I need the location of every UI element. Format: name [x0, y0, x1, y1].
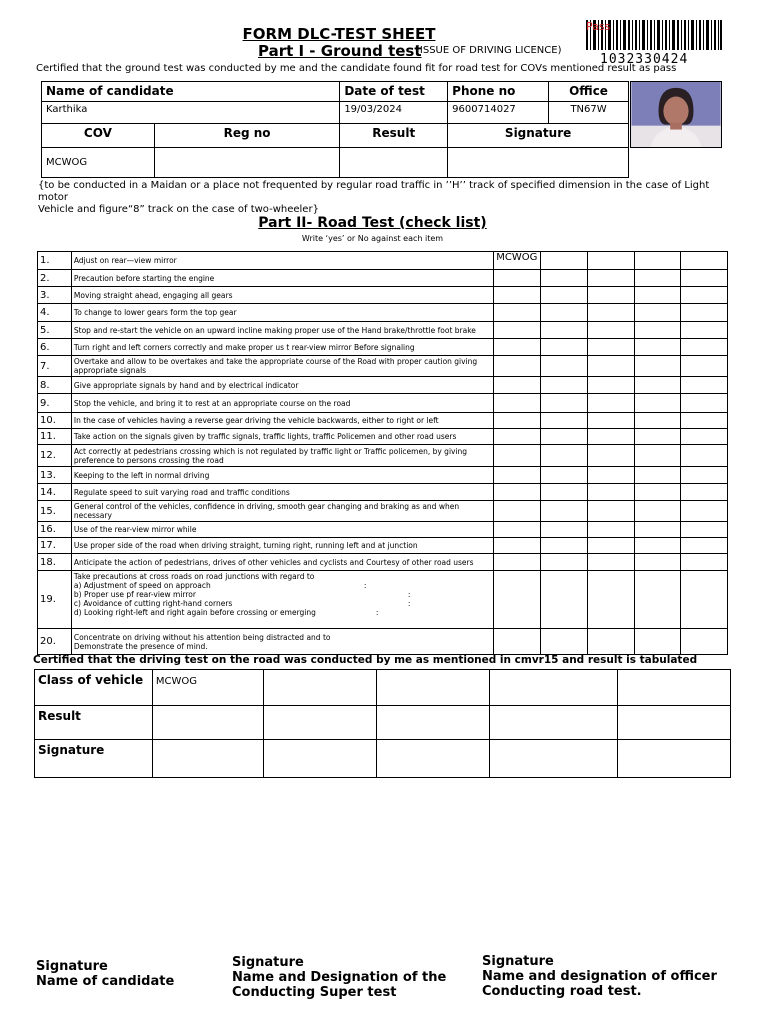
checklist-answer-cell — [681, 629, 728, 655]
checklist-answer-cell — [634, 356, 681, 377]
checklist-answer-cell — [681, 467, 728, 484]
form-title: FORM DLC-TEST SHEET — [242, 25, 436, 43]
checklist-row — [38, 445, 728, 467]
checklist-answer-cell — [494, 501, 541, 522]
office-header: Office — [549, 82, 629, 102]
checklist-answer-cell — [494, 554, 541, 571]
checklist-number: 16. — [38, 522, 72, 538]
checklist-item-main: Keeping to the left in normal driving — [73, 470, 210, 480]
checklist-item-main: Overtake and allow to be overtakes and take the appropriate course of the Road with proper caution giving appropriate signals — [73, 357, 478, 375]
checklist-answer-cell — [494, 339, 541, 356]
result-cell — [376, 706, 490, 740]
checklist-number: 12. — [38, 445, 72, 467]
officer-road-test-label: Conducting road test. — [482, 984, 642, 999]
checklist-answer-cell — [541, 270, 588, 287]
checklist-item-text — [71, 356, 493, 377]
result-cell — [263, 740, 376, 778]
checklist-answer-cell — [634, 270, 681, 287]
checklist-number: 6. — [38, 339, 72, 356]
checklist-answer-cell — [494, 522, 541, 538]
checklist-number: 3. — [38, 287, 72, 304]
checklist-item-text — [71, 467, 493, 484]
checklist-answer-cell — [681, 287, 728, 304]
checklist-answer-cell — [587, 484, 634, 501]
candidate-signature-label: Signature — [36, 959, 108, 974]
checklist-answer-cell — [634, 304, 681, 322]
checklist-item-text — [71, 484, 493, 501]
cov-value: MCWOG — [42, 148, 155, 178]
checklist-answer-cell — [634, 522, 681, 538]
checklist-answer-cell — [634, 322, 681, 339]
result-cell — [152, 706, 263, 740]
result-header: Result — [340, 124, 448, 148]
checklist-item-text — [71, 413, 493, 429]
checklist-answer-cell — [634, 377, 681, 394]
signature-value — [448, 148, 629, 178]
checklist-answer-cell — [541, 629, 588, 655]
checklist-answer-cell — [587, 394, 634, 413]
checklist-answer-cell — [681, 445, 728, 467]
checklist-answer-cell — [494, 629, 541, 655]
checklist-answer-cell — [634, 538, 681, 554]
checklist-number: 11. — [38, 429, 72, 445]
checklist-item-text — [71, 538, 493, 554]
checklist-row — [38, 429, 728, 445]
checklist-answer-cell — [587, 356, 634, 377]
class-value: MCWOG — [152, 670, 263, 706]
checklist-item-text — [71, 629, 493, 655]
checklist-item-main: Concentrate on driving without his attention being distracted and to — [73, 632, 331, 642]
issue-note: (ISSUE OF DRIVING LICENCE) — [416, 45, 562, 56]
class-label: Class of vehicle — [35, 670, 153, 706]
checklist-item-main: Use proper side of the road when driving straight, turning right, running left and at junction — [73, 541, 418, 550]
road-test-result-table — [34, 669, 731, 778]
checklist-answer-cell — [541, 467, 588, 484]
checklist-number: 4. — [38, 304, 72, 322]
checklist-answer-cell — [541, 484, 588, 501]
officer-signature-block — [482, 954, 717, 999]
checklist-answer-cell — [541, 356, 588, 377]
checklist-item-text — [71, 394, 493, 413]
checklist-answer-cell — [587, 429, 634, 445]
checklist-answer-cell — [541, 394, 588, 413]
checklist-subitem — [74, 581, 491, 590]
checklist-answer-cell — [541, 287, 588, 304]
result-cell — [618, 740, 731, 778]
candidate-signature-block — [36, 959, 174, 989]
checklist-row — [38, 322, 728, 339]
checklist-item-text — [71, 287, 493, 304]
checklist-item-main: Turn right and left corners correctly and make proper us t rear-view mirror Before signaling — [73, 342, 415, 352]
checklist-answer-cell — [634, 571, 681, 629]
result-label: Result — [35, 706, 153, 740]
checklist-answer-cell — [681, 270, 728, 287]
checklist-answer-cell — [541, 445, 588, 467]
result-cell — [618, 670, 731, 706]
checklist-answer-cell — [587, 501, 634, 522]
checklist-answer-cell — [494, 484, 541, 501]
result-cell — [618, 706, 731, 740]
super-test-signature-block — [232, 955, 446, 1000]
checklist-answer-cell — [494, 467, 541, 484]
checklist-answer-cell — [634, 429, 681, 445]
track-note — [38, 180, 728, 216]
checklist-answer-cell — [494, 394, 541, 413]
checklist-answer-cell — [634, 501, 681, 522]
checklist-answer-cell — [494, 356, 541, 377]
super-designation-label: Name and Designation of the — [232, 970, 447, 985]
part1-title: Part I - Ground test — [258, 42, 422, 60]
checklist-item-main: Give appropriate signals by hand and by electrical indicator — [73, 380, 299, 390]
checklist-subitem-colon: : — [407, 599, 411, 608]
checklist-item-main: Anticipate the action of pedestrians, drives of other vehicles and cyclists and Courtesy of other road users — [73, 557, 474, 567]
checklist-subitem-text: a) Adjustment of speed on approach — [73, 581, 211, 590]
checklist-item-main: Regulate speed to suit varying road and traffic conditions — [73, 487, 290, 497]
checklist-answer-cell — [587, 287, 634, 304]
checklist-row — [38, 339, 728, 356]
ground-test-table — [41, 81, 629, 178]
checklist-item-main: Stop and re-start the vehicle on an upward incline making proper use of the Hand brake/throttle foot brake — [73, 325, 476, 335]
officer-signature-label: Signature — [482, 954, 554, 969]
checklist-answer-cell — [494, 538, 541, 554]
pass-stamp: Pass — [586, 20, 611, 33]
checklist-number: 1. — [38, 252, 72, 270]
checklist-answer-cell — [634, 339, 681, 356]
checklist-answer-cell — [587, 377, 634, 394]
part2-title: Part II- Road Test (check list) — [258, 215, 487, 231]
checklist-answer-cell — [494, 571, 541, 629]
checklist-answer-cell — [494, 322, 541, 339]
checklist-item-text — [71, 377, 493, 394]
checklist-item-main: Take precautions at cross roads on road junctions with regard to — [73, 572, 315, 581]
checklist-answer-cell — [634, 554, 681, 571]
checklist-number: 7. — [38, 356, 72, 377]
checklist-answer-cell — [541, 252, 588, 270]
checklist-answer-cell — [494, 429, 541, 445]
checklist-row — [38, 629, 728, 655]
checklist-number: 15. — [38, 501, 72, 522]
checklist-row — [38, 522, 728, 538]
checklist-number: 17. — [38, 538, 72, 554]
date-header: Date of test — [340, 82, 448, 102]
checklist-subitem-text: Demonstrate the presence of mind. — [73, 641, 208, 651]
checklist-answer-cell: MCWOG — [494, 252, 541, 270]
barcode-number: 1032330424 — [600, 52, 689, 67]
checklist-row — [38, 356, 728, 377]
checklist-number: 10. — [38, 413, 72, 429]
checklist-answer-cell — [634, 629, 681, 655]
checklist-answer-cell — [681, 413, 728, 429]
checklist-number: 14. — [38, 484, 72, 501]
checklist-number: 20. — [38, 629, 72, 655]
checklist-item-text — [71, 252, 493, 270]
checklist-row — [38, 413, 728, 429]
checklist-answer-cell — [634, 413, 681, 429]
result-cell — [490, 706, 618, 740]
checklist-item-main: Use of the rear-view mirror while — [73, 525, 197, 534]
checklist-row — [38, 252, 728, 270]
checklist-answer-cell — [681, 571, 728, 629]
checklist-answer-cell — [541, 413, 588, 429]
checklist-answer-cell — [634, 252, 681, 270]
checklist-number: 2. — [38, 270, 72, 287]
checklist-answer-cell — [541, 538, 588, 554]
result-cell — [490, 740, 618, 778]
track-note-line2: Vehicle and figure“8” track on the case of two-wheeler} — [38, 204, 319, 215]
result-cell — [490, 670, 618, 706]
result-cell — [376, 670, 490, 706]
checklist-item-main: General control of the vehicles, confidence in driving, smooth gear changing and braking as and when necessary — [73, 502, 460, 520]
checklist-subitem-colon: : — [375, 608, 379, 617]
checklist-item-text — [71, 429, 493, 445]
signature-header: Signature — [448, 124, 629, 148]
cov-header: COV — [42, 124, 155, 148]
checklist-item-main: Adjust on rear—view mirror — [73, 256, 177, 265]
checklist-number: 19. — [38, 571, 72, 629]
checklist-subitem-text: b) Proper use pf rear-view mirror — [73, 590, 196, 599]
checklist-answer-cell — [494, 413, 541, 429]
checklist-answer-cell — [587, 322, 634, 339]
checklist-answer-cell — [587, 554, 634, 571]
candidate-name-label: Name of candidate — [36, 974, 175, 989]
checklist-subitem — [74, 599, 491, 608]
phone-header: Phone no — [448, 82, 549, 102]
checklist-answer-cell — [681, 356, 728, 377]
checklist-subitem-colon: : — [407, 590, 411, 599]
super-test-label: Conducting Super test — [232, 985, 397, 1000]
checklist-answer-cell — [681, 252, 728, 270]
checklist-subitem-text: c) Avoidance of cutting right-hand corners — [73, 599, 233, 608]
checklist-answer-cell — [681, 377, 728, 394]
officer-designation-label: Name and designation of officer — [482, 969, 717, 984]
checklist-number: 8. — [38, 377, 72, 394]
checklist-row — [38, 270, 728, 287]
checklist-answer-cell — [634, 394, 681, 413]
checklist-answer-cell — [541, 304, 588, 322]
checklist-answer-cell — [587, 304, 634, 322]
super-signature-label: Signature — [232, 955, 304, 970]
checklist-answer-cell — [634, 467, 681, 484]
signature-label: Signature — [35, 740, 153, 778]
candidate-photo — [630, 81, 722, 148]
checklist-answer-cell — [634, 484, 681, 501]
result-cell — [376, 740, 490, 778]
checklist-answer-cell — [681, 538, 728, 554]
checklist-answer-cell — [587, 413, 634, 429]
checklist-item-text — [71, 571, 493, 629]
checklist-subitem — [74, 608, 491, 617]
checklist-answer-cell — [681, 339, 728, 356]
checklist-item-text — [71, 501, 493, 522]
checklist-item-text — [71, 270, 493, 287]
checklist-answer-cell — [494, 377, 541, 394]
checklist-number: 9. — [38, 394, 72, 413]
checklist-item-text — [71, 322, 493, 339]
checklist-item-main: Stop the vehicle, and bring it to rest at an appropriate course on the road — [73, 398, 351, 408]
checklist-answer-cell — [587, 339, 634, 356]
checklist-item-main: In the case of vehicles having a reverse gear driving the vehicle backwards, either to right or left — [73, 416, 439, 425]
name-header: Name of candidate — [42, 82, 340, 102]
checklist-item-text — [71, 522, 493, 538]
checklist-answer-cell — [494, 270, 541, 287]
checklist-subitem — [74, 590, 491, 599]
checklist-answer-cell — [541, 429, 588, 445]
checklist-item-main: Precaution before starting the engine — [73, 273, 215, 283]
reg-value — [154, 148, 340, 178]
checklist-answer-cell — [587, 522, 634, 538]
checklist-subitem-colon: : — [363, 581, 367, 590]
checklist-answer-cell — [587, 571, 634, 629]
checklist-answer-cell — [634, 445, 681, 467]
checklist-answer-cell — [587, 445, 634, 467]
checklist-answer-cell — [587, 252, 634, 270]
checklist-answer-cell — [681, 429, 728, 445]
checklist-answer-cell — [681, 394, 728, 413]
checklist-answer-cell — [541, 554, 588, 571]
checklist-answer-cell — [494, 287, 541, 304]
result-cell — [263, 670, 376, 706]
checklist-item-main: Take action on the signals given by traffic signals, traffic lights, traffic Policemen and other road users — [73, 432, 457, 441]
ground-test-certification: Certified that the ground test was conducted by me and the candidate found fit for road test for COVs mentioned result as pass — [36, 63, 677, 74]
checklist-answer-cell — [541, 339, 588, 356]
checklist-answer-cell — [681, 522, 728, 538]
checklist-item-text — [71, 339, 493, 356]
checklist-answer-cell — [681, 484, 728, 501]
checklist-answer-cell — [587, 467, 634, 484]
road-test-certification: Certified that the driving test on the road was conducted by me as mentioned in cmvr15 and result is tabulated — [33, 654, 698, 666]
checklist-number: 18. — [38, 554, 72, 571]
checklist-answer-cell — [681, 304, 728, 322]
checklist-answer-cell — [541, 501, 588, 522]
checklist-row — [38, 287, 728, 304]
checklist-row — [38, 538, 728, 554]
result-cell — [263, 706, 376, 740]
phone-number: 9600714027 — [448, 102, 549, 124]
checklist-item-main: Act correctly at pedestrians crossing which is not regulated by traffic light or Traffic policemen, by giving preference to persons crossing the road — [73, 446, 468, 465]
checklist-subitem-text: d) Looking right-left and right again before crossing or emerging — [73, 608, 316, 617]
checklist-answer-cell — [541, 322, 588, 339]
checklist-number: 5. — [38, 322, 72, 339]
checklist-item-text — [71, 554, 493, 571]
checklist-row — [38, 484, 728, 501]
checklist-answer-cell — [494, 445, 541, 467]
checklist-item-main: To change to lower gears form the top gear — [73, 308, 237, 317]
checklist-answer-cell — [587, 629, 634, 655]
checklist-answer-cell — [681, 554, 728, 571]
checklist-answer-cell — [541, 377, 588, 394]
checklist-answer-cell — [587, 270, 634, 287]
checklist-answer-cell — [541, 571, 588, 629]
checklist-number: 13. — [38, 467, 72, 484]
checklist-answer-cell — [634, 287, 681, 304]
office-code: TN67W — [549, 102, 629, 124]
checklist-item-text — [71, 304, 493, 322]
checklist-answer-cell — [587, 538, 634, 554]
road-test-checklist — [37, 251, 728, 655]
checklist-row — [38, 571, 728, 629]
test-date: 19/03/2024 — [340, 102, 448, 124]
checklist-row — [38, 501, 728, 522]
checklist-row — [38, 304, 728, 322]
checklist-answer-cell — [681, 322, 728, 339]
checklist-answer-cell — [494, 304, 541, 322]
result-cell — [152, 740, 263, 778]
track-note-line1: {to be conducted in a Maidan or a place not frequented by regular road traffic in ’’H’’ track of specified dimension in the case of Light motor — [38, 180, 710, 203]
checklist-row — [38, 377, 728, 394]
checklist-answer-cell — [681, 501, 728, 522]
reg-header: Reg no — [154, 124, 340, 148]
checklist-row — [38, 554, 728, 571]
candidate-name: Karthika — [42, 102, 340, 124]
checklist-item-text — [71, 445, 493, 467]
checklist-row — [38, 394, 728, 413]
checklist-item-main: Moving straight ahead, engaging all gears — [73, 290, 233, 300]
result-value — [340, 148, 448, 178]
checklist-row — [38, 467, 728, 484]
checklist-answer-cell — [541, 522, 588, 538]
part2-instruction: Write ‘yes’ or No against each item — [301, 234, 444, 243]
